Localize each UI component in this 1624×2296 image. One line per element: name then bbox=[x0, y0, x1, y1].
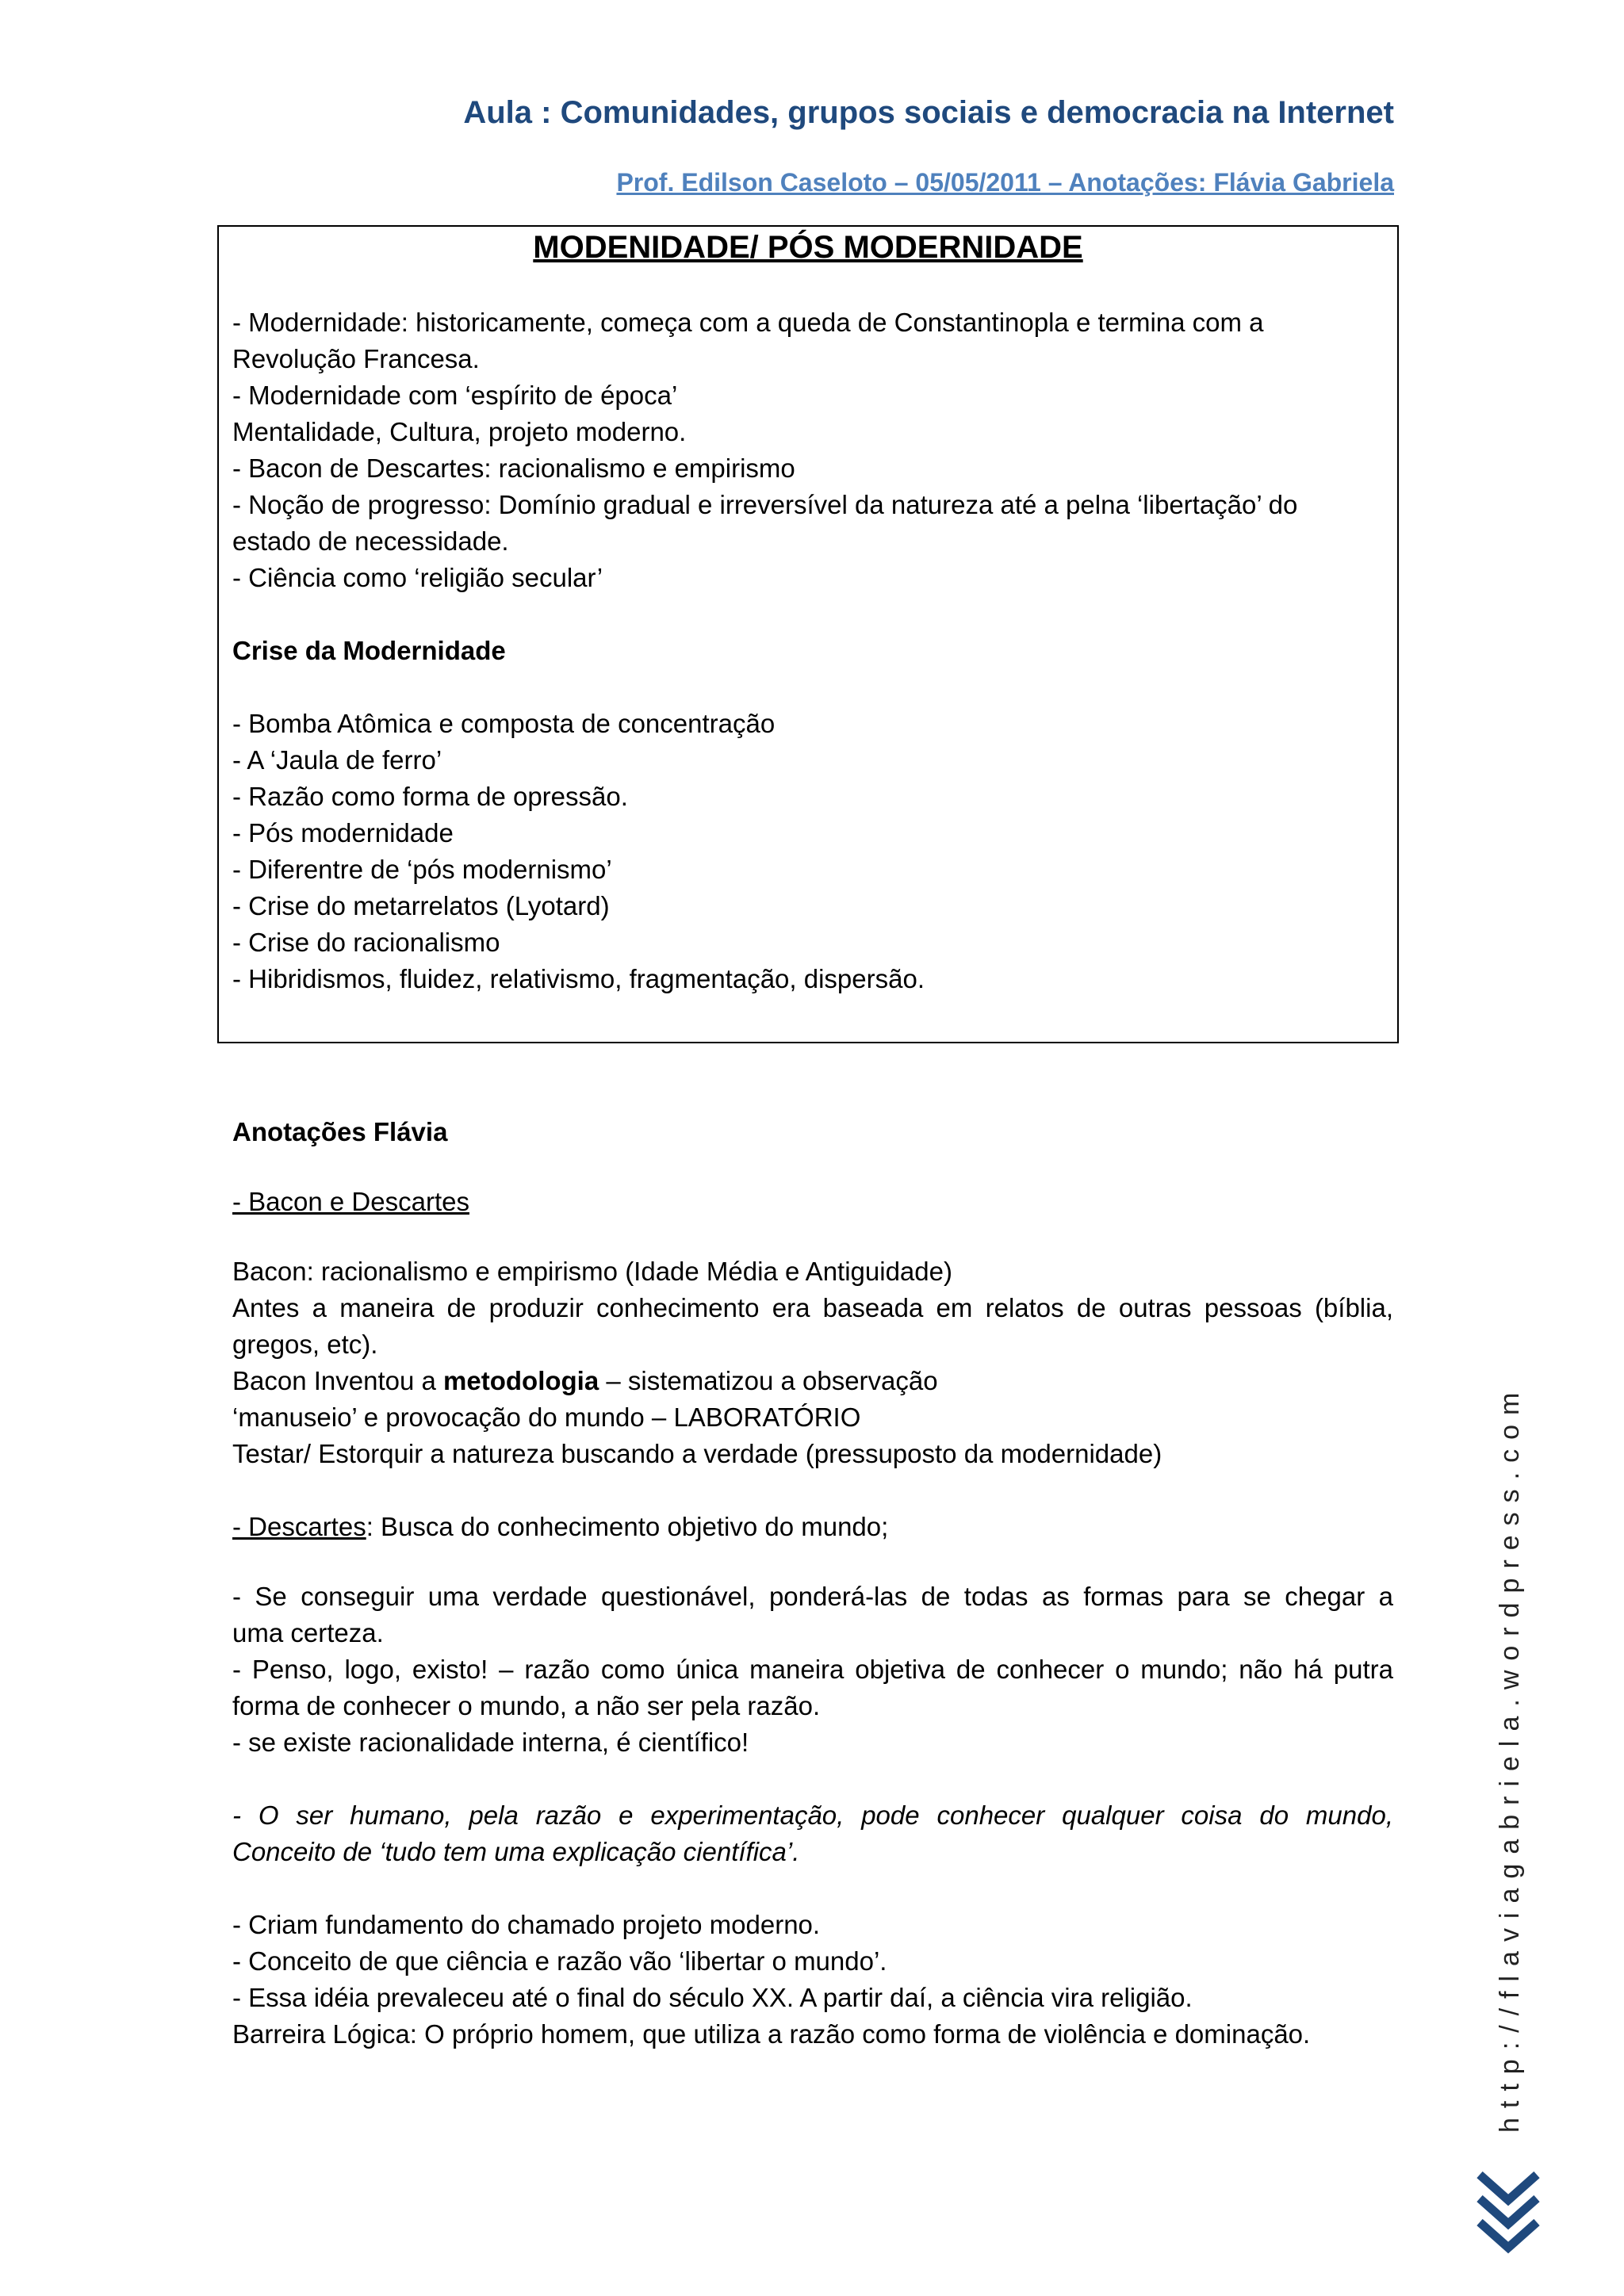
notes-heading: Anotações Flávia bbox=[232, 1117, 448, 1146]
note-line: uma certeza. bbox=[232, 1618, 384, 1647]
crise-line: - Pós modernidade bbox=[232, 818, 454, 848]
spacer bbox=[232, 669, 1390, 706]
box-line: Revolução Francesa. bbox=[232, 344, 480, 373]
crise-heading: Crise da Modernidade bbox=[232, 636, 506, 665]
metodologia-term: metodologia bbox=[443, 1366, 599, 1395]
crise-line: - Bomba Atômica e composta de concentração bbox=[232, 709, 776, 738]
spacer bbox=[232, 1545, 1393, 1578]
note-line: ‘manuseio’ e provocação do mundo – LABORATÓRIO bbox=[232, 1402, 861, 1432]
crise-line: - A ‘Jaula de ferro’ bbox=[232, 745, 442, 775]
box-line: Mentalidade, Cultura, projeto moderno. bbox=[232, 417, 687, 446]
note-text: Bacon Inventou a bbox=[232, 1366, 444, 1395]
note-line bbox=[232, 1509, 1393, 1545]
italic-note-line: Conceito de ‘tudo tem uma explicação científica’. bbox=[232, 1837, 800, 1866]
note-line: - Penso, logo, existo! – razão como única maneira objetiva de conhecer o mundo; não há putra bbox=[232, 1655, 1393, 1684]
box-line: estado de necessidade. bbox=[232, 526, 509, 556]
blog-url[interactable]: http://flaviagabriela.wordpress.com bbox=[1495, 1383, 1525, 2133]
crise-line: - Hibridismos, fluidez, relativismo, fragmentação, dispersão. bbox=[232, 964, 925, 993]
box-line: - Noção de progresso: Domínio gradual e irreversível da natureza até a pelna ‘libertação’ do bbox=[232, 490, 1298, 519]
note-line: Barreira Lógica: O próprio homem, que utiliza a razão como forma de violência e dominação. bbox=[232, 2019, 1311, 2049]
note-text: – sistematizou a observação bbox=[599, 1366, 938, 1395]
bacon-descartes-heading: - Bacon e Descartes bbox=[232, 1187, 469, 1216]
page-subtitle: Prof. Edilson Caseloto – 05/05/2011 – Anotações: Flávia Gabriela bbox=[616, 168, 1394, 197]
note-line: Bacon: racionalismo e empirismo (Idade Média e Antiguidade) bbox=[232, 1257, 952, 1286]
italic-note-line: - O ser humano, pela razão e experimentação, pode conhecer qualquer coisa do mundo, bbox=[232, 1800, 1393, 1830]
box-line: - Ciência como ‘religião secular’ bbox=[232, 563, 603, 592]
box-line: - Modernidade com ‘espírito de época’ bbox=[232, 381, 678, 410]
note-line: - se existe racionalidade interna, é científico! bbox=[232, 1728, 749, 1757]
note-line: gregos, etc). bbox=[232, 1330, 378, 1359]
note-line: - Criam fundamento do chamado projeto moderno. bbox=[232, 1910, 821, 1939]
page-title: Aula : Comunidades, grupos sociais e democracia na Internet bbox=[463, 95, 1394, 130]
note-line: forma de conhecer o mundo, a não ser pela razão. bbox=[232, 1691, 821, 1720]
chevron-logo-icon bbox=[1475, 2168, 1542, 2263]
note-line bbox=[232, 1363, 1393, 1399]
box-line: - Modernidade: historicamente, começa com a queda de Constantinopla e termina com a bbox=[232, 308, 1264, 337]
summary-box-title: MODENIDADE/ PÓS MODERNIDADE bbox=[533, 230, 1083, 265]
crise-line: - Razão como forma de opressão. bbox=[232, 782, 628, 811]
crise-line: - Crise do metarrelatos (Lyotard) bbox=[232, 891, 610, 920]
note-line: Testar/ Estorquir a natureza buscando a verdade (pressuposto da modernidade) bbox=[232, 1439, 1162, 1468]
spacer bbox=[232, 1761, 1393, 1797]
spacer bbox=[232, 1150, 1393, 1184]
summary-box-content bbox=[232, 304, 1390, 997]
spacer bbox=[232, 596, 1390, 633]
descartes-label: - Descartes bbox=[232, 1512, 366, 1541]
note-line: - Essa idéia prevaleceu até o final do século XX. A partir daí, a ciência vira religião. bbox=[232, 1983, 1193, 2012]
box-line: - Bacon de Descartes: racionalismo e empirismo bbox=[232, 453, 795, 483]
spacer bbox=[232, 1220, 1393, 1253]
spacer bbox=[232, 1870, 1393, 1907]
note-line: Antes a maneira de produzir conhecimento era baseada em relatos de outras pessoas (bíblia, bbox=[232, 1293, 1393, 1322]
spacer bbox=[232, 1472, 1393, 1509]
notes-section bbox=[232, 1114, 1393, 2053]
crise-line: - Diferentre de ‘pós modernismo’ bbox=[232, 855, 612, 884]
crise-line: - Crise do racionalismo bbox=[232, 928, 500, 957]
note-line: - Conceito de que ciência e razão vão ‘libertar o mundo’. bbox=[232, 1946, 887, 1976]
note-line: - Se conseguir uma verdade questionável, ponderá-las de todas as formas para se chegar a bbox=[232, 1582, 1393, 1611]
note-text: : Busca do conhecimento objetivo do mundo; bbox=[366, 1512, 889, 1541]
